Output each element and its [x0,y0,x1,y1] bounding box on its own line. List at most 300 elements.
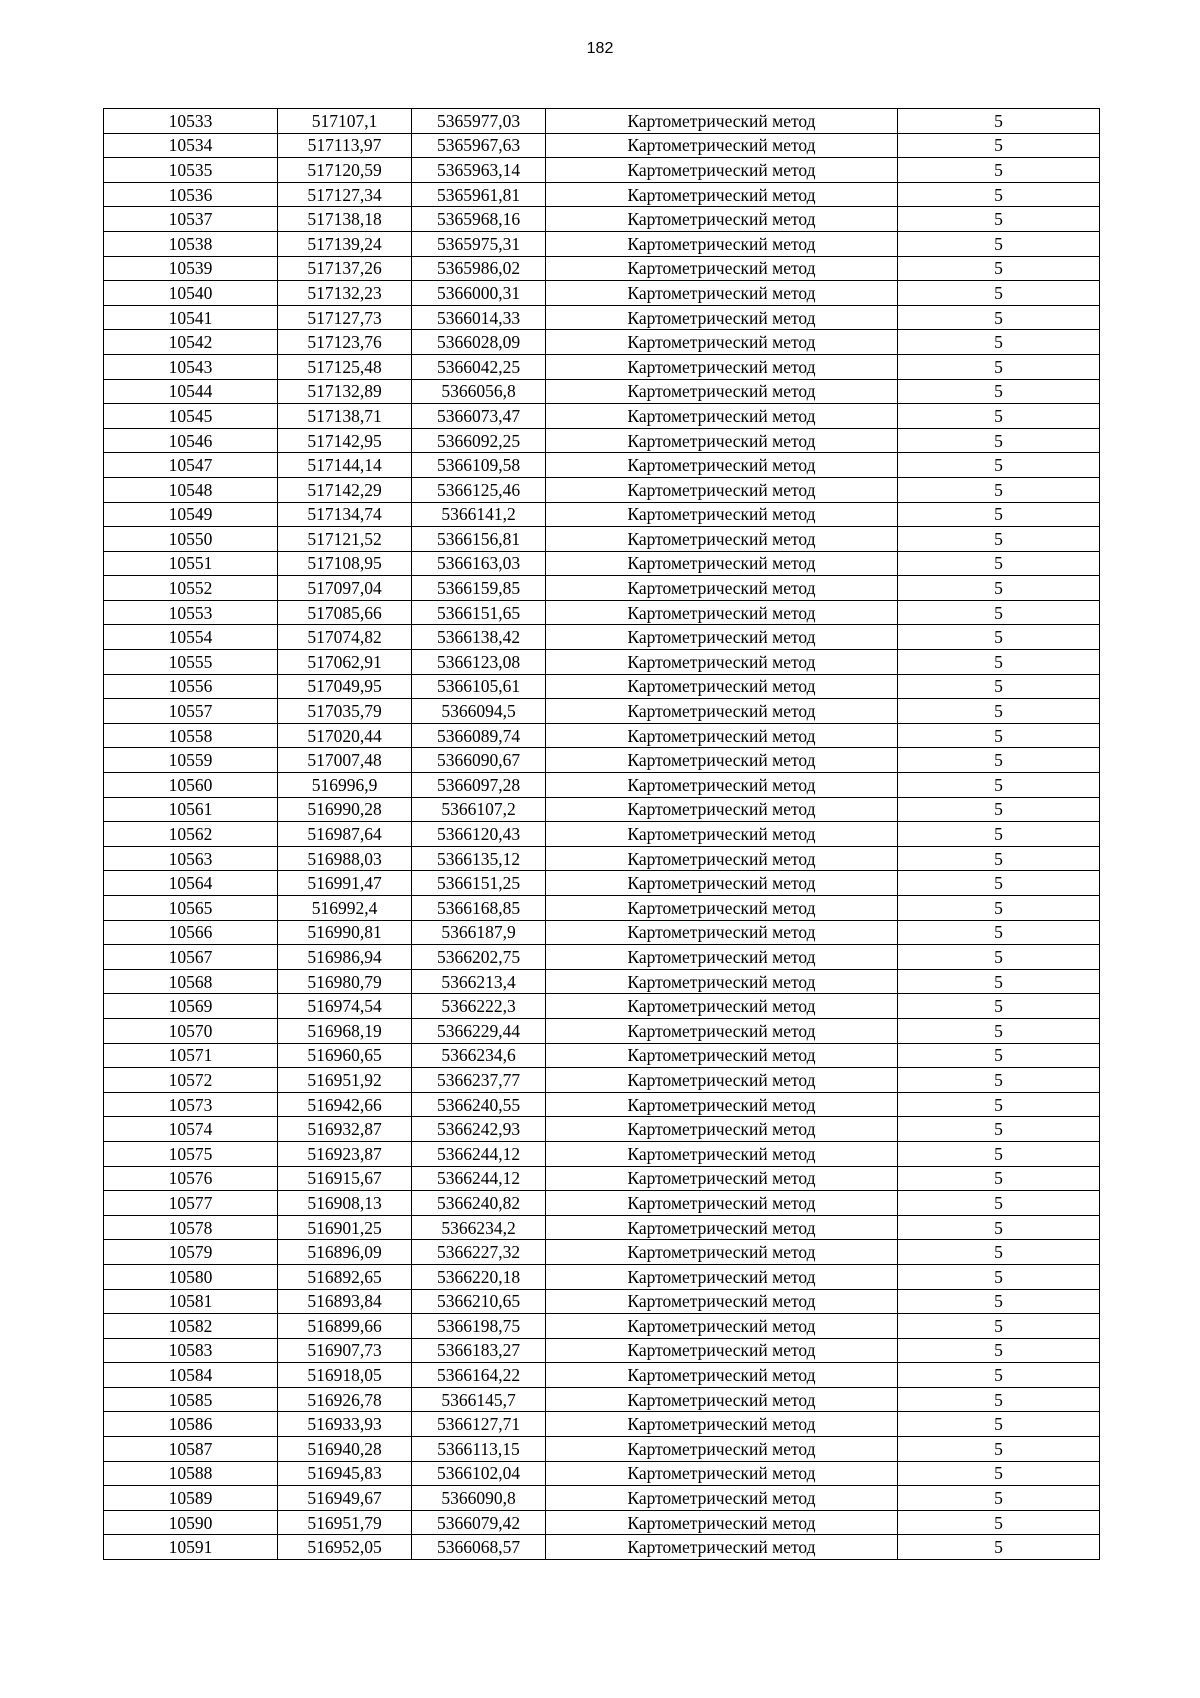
method-cell: Картометрический метод [546,527,898,552]
table-row [104,109,1100,134]
x-coordinate-cell: 517127,34 [278,182,412,207]
table-row [104,674,1100,699]
y-coordinate-cell: 5366234,2 [412,1215,546,1240]
point-number-cell: 10559 [104,748,278,773]
x-coordinate-cell: 516892,65 [278,1264,412,1289]
method-cell: Картометрический метод [546,1412,898,1437]
y-coordinate-cell: 5366227,32 [412,1240,546,1265]
method-cell: Картометрический метод [546,1387,898,1412]
point-number-cell: 10540 [104,281,278,306]
y-coordinate-cell: 5366102,04 [412,1461,546,1486]
table-row [104,428,1100,453]
method-cell: Картометрический метод [546,625,898,650]
x-coordinate-cell: 517142,29 [278,477,412,502]
accuracy-cell: 5 [898,1510,1100,1535]
point-number-cell: 10573 [104,1092,278,1117]
point-number-cell: 10536 [104,182,278,207]
accuracy-cell: 5 [898,207,1100,232]
point-number-cell: 10576 [104,1166,278,1191]
accuracy-cell: 5 [898,1117,1100,1142]
y-coordinate-cell: 5365977,03 [412,109,546,134]
method-cell: Картометрический метод [546,920,898,945]
x-coordinate-cell: 516899,66 [278,1314,412,1339]
y-coordinate-cell: 5366159,85 [412,576,546,601]
point-number-cell: 10562 [104,822,278,847]
accuracy-cell: 5 [898,1191,1100,1216]
table-row [104,797,1100,822]
point-number-cell: 10584 [104,1363,278,1388]
point-number-cell: 10586 [104,1412,278,1437]
accuracy-cell: 5 [898,256,1100,281]
x-coordinate-cell: 516932,87 [278,1117,412,1142]
y-coordinate-cell: 5366242,93 [412,1117,546,1142]
accuracy-cell: 5 [898,527,1100,552]
method-cell: Картометрический метод [546,1338,898,1363]
y-coordinate-cell: 5366244,12 [412,1141,546,1166]
table-row [104,1412,1100,1437]
x-coordinate-cell: 517138,18 [278,207,412,232]
y-coordinate-cell: 5366079,42 [412,1510,546,1535]
y-coordinate-cell: 5366042,25 [412,354,546,379]
x-coordinate-cell: 517049,95 [278,674,412,699]
method-cell: Картометрический метод [546,1535,898,1560]
y-coordinate-cell: 5366145,7 [412,1387,546,1412]
y-coordinate-cell: 5366000,31 [412,281,546,306]
point-number-cell: 10581 [104,1289,278,1314]
x-coordinate-cell: 517107,1 [278,109,412,134]
point-number-cell: 10564 [104,871,278,896]
x-coordinate-cell: 517020,44 [278,723,412,748]
point-number-cell: 10578 [104,1215,278,1240]
method-cell: Картометрический метод [546,748,898,773]
table-row [104,1092,1100,1117]
method-cell: Картометрический метод [546,945,898,970]
point-number-cell: 10561 [104,797,278,822]
accuracy-cell: 5 [898,896,1100,921]
x-coordinate-cell: 516968,19 [278,1018,412,1043]
x-coordinate-cell: 516991,47 [278,871,412,896]
y-coordinate-cell: 5366229,44 [412,1018,546,1043]
x-coordinate-cell: 517007,48 [278,748,412,773]
table-row [104,650,1100,675]
coordinates-table [103,108,1100,1560]
x-coordinate-cell: 517108,95 [278,551,412,576]
x-coordinate-cell: 517125,48 [278,354,412,379]
point-number-cell: 10580 [104,1264,278,1289]
table-row [104,773,1100,798]
method-cell: Картометрический метод [546,1437,898,1462]
accuracy-cell: 5 [898,1092,1100,1117]
point-number-cell: 10539 [104,256,278,281]
method-cell: Картометрический метод [546,1141,898,1166]
y-coordinate-cell: 5366213,4 [412,969,546,994]
point-number-cell: 10583 [104,1338,278,1363]
point-number-cell: 10588 [104,1461,278,1486]
y-coordinate-cell: 5366222,3 [412,994,546,1019]
accuracy-cell: 5 [898,994,1100,1019]
point-number-cell: 10542 [104,330,278,355]
method-cell: Картометрический метод [546,773,898,798]
method-cell: Картометрический метод [546,1461,898,1486]
accuracy-cell: 5 [898,231,1100,256]
x-coordinate-cell: 516952,05 [278,1535,412,1560]
y-coordinate-cell: 5366151,25 [412,871,546,896]
method-cell: Картометрический метод [546,1166,898,1191]
table-row [104,1068,1100,1093]
method-cell: Картометрический метод [546,600,898,625]
table-row [104,1166,1100,1191]
method-cell: Картометрический метод [546,1240,898,1265]
y-coordinate-cell: 5366109,58 [412,453,546,478]
y-coordinate-cell: 5365967,63 [412,133,546,158]
y-coordinate-cell: 5365986,02 [412,256,546,281]
table-row [104,231,1100,256]
point-number-cell: 10575 [104,1141,278,1166]
x-coordinate-cell: 517134,74 [278,502,412,527]
accuracy-cell: 5 [898,330,1100,355]
x-coordinate-cell: 516908,13 [278,1191,412,1216]
accuracy-cell: 5 [898,133,1100,158]
accuracy-cell: 5 [898,404,1100,429]
y-coordinate-cell: 5366107,2 [412,797,546,822]
method-cell: Картометрический метод [546,1092,898,1117]
method-cell: Картометрический метод [546,994,898,1019]
y-coordinate-cell: 5366068,57 [412,1535,546,1560]
x-coordinate-cell: 516915,67 [278,1166,412,1191]
accuracy-cell: 5 [898,1068,1100,1093]
method-cell: Картометрический метод [546,1068,898,1093]
point-number-cell: 10535 [104,158,278,183]
point-number-cell: 10537 [104,207,278,232]
point-number-cell: 10546 [104,428,278,453]
point-number-cell: 10548 [104,477,278,502]
y-coordinate-cell: 5366151,65 [412,600,546,625]
x-coordinate-cell: 517132,89 [278,379,412,404]
x-coordinate-cell: 516945,83 [278,1461,412,1486]
y-coordinate-cell: 5366237,77 [412,1068,546,1093]
accuracy-cell: 5 [898,1240,1100,1265]
accuracy-cell: 5 [898,281,1100,306]
method-cell: Картометрический метод [546,207,898,232]
method-cell: Картометрический метод [546,551,898,576]
x-coordinate-cell: 516926,78 [278,1387,412,1412]
table-row [104,600,1100,625]
table-row [104,305,1100,330]
y-coordinate-cell: 5366141,2 [412,502,546,527]
table-row [104,625,1100,650]
accuracy-cell: 5 [898,1043,1100,1068]
x-coordinate-cell: 517074,82 [278,625,412,650]
x-coordinate-cell: 516893,84 [278,1289,412,1314]
method-cell: Картометрический метод [546,896,898,921]
table-row [104,477,1100,502]
point-number-cell: 10572 [104,1068,278,1093]
point-number-cell: 10533 [104,109,278,134]
point-number-cell: 10577 [104,1191,278,1216]
y-coordinate-cell: 5366164,22 [412,1363,546,1388]
table-row [104,1363,1100,1388]
x-coordinate-cell: 517097,04 [278,576,412,601]
table-row [104,354,1100,379]
point-number-cell: 10590 [104,1510,278,1535]
y-coordinate-cell: 5366120,43 [412,822,546,847]
x-coordinate-cell: 516933,93 [278,1412,412,1437]
method-cell: Картометрический метод [546,846,898,871]
table-row [104,527,1100,552]
point-number-cell: 10553 [104,600,278,625]
accuracy-cell: 5 [898,1141,1100,1166]
x-coordinate-cell: 516986,94 [278,945,412,970]
method-cell: Картометрический метод [546,699,898,724]
x-coordinate-cell: 516990,81 [278,920,412,945]
point-number-cell: 10555 [104,650,278,675]
accuracy-cell: 5 [898,1289,1100,1314]
method-cell: Картометрический метод [546,1018,898,1043]
point-number-cell: 10558 [104,723,278,748]
table-row [104,994,1100,1019]
point-number-cell: 10591 [104,1535,278,1560]
table-row [104,1314,1100,1339]
x-coordinate-cell: 516918,05 [278,1363,412,1388]
accuracy-cell: 5 [898,1018,1100,1043]
x-coordinate-cell: 516974,54 [278,994,412,1019]
x-coordinate-cell: 516990,28 [278,797,412,822]
x-coordinate-cell: 516951,92 [278,1068,412,1093]
accuracy-cell: 5 [898,871,1100,896]
table-row [104,207,1100,232]
accuracy-cell: 5 [898,1338,1100,1363]
y-coordinate-cell: 5366135,12 [412,846,546,871]
method-cell: Картометрический метод [546,231,898,256]
accuracy-cell: 5 [898,600,1100,625]
y-coordinate-cell: 5366113,15 [412,1437,546,1462]
y-coordinate-cell: 5366127,71 [412,1412,546,1437]
x-coordinate-cell: 517144,14 [278,453,412,478]
y-coordinate-cell: 5366090,8 [412,1486,546,1511]
y-coordinate-cell: 5366168,85 [412,896,546,921]
table-row [104,256,1100,281]
accuracy-cell: 5 [898,1387,1100,1412]
point-number-cell: 10585 [104,1387,278,1412]
table-row [104,1289,1100,1314]
table-row [104,699,1100,724]
y-coordinate-cell: 5366198,75 [412,1314,546,1339]
method-cell: Картометрический метод [546,1117,898,1142]
table-row [104,920,1100,945]
accuracy-cell: 5 [898,576,1100,601]
table-row [104,158,1100,183]
table-row [104,871,1100,896]
y-coordinate-cell: 5366090,67 [412,748,546,773]
y-coordinate-cell: 5365968,16 [412,207,546,232]
table-row [104,502,1100,527]
x-coordinate-cell: 517142,95 [278,428,412,453]
accuracy-cell: 5 [898,748,1100,773]
table-row [104,1338,1100,1363]
accuracy-cell: 5 [898,158,1100,183]
accuracy-cell: 5 [898,1535,1100,1560]
method-cell: Картометрический метод [546,797,898,822]
y-coordinate-cell: 5366097,28 [412,773,546,798]
method-cell: Картометрический метод [546,109,898,134]
method-cell: Картометрический метод [546,1043,898,1068]
x-coordinate-cell: 517120,59 [278,158,412,183]
accuracy-cell: 5 [898,354,1100,379]
accuracy-cell: 5 [898,699,1100,724]
point-number-cell: 10567 [104,945,278,970]
x-coordinate-cell: 516901,25 [278,1215,412,1240]
x-coordinate-cell: 517085,66 [278,600,412,625]
accuracy-cell: 5 [898,428,1100,453]
x-coordinate-cell: 516951,79 [278,1510,412,1535]
method-cell: Картометрический метод [546,1289,898,1314]
y-coordinate-cell: 5366244,12 [412,1166,546,1191]
accuracy-cell: 5 [898,945,1100,970]
accuracy-cell: 5 [898,379,1100,404]
table-row [104,896,1100,921]
table-row [104,453,1100,478]
x-coordinate-cell: 517132,23 [278,281,412,306]
method-cell: Картометрический метод [546,133,898,158]
table-row [104,1215,1100,1240]
method-cell: Картометрический метод [546,1486,898,1511]
y-coordinate-cell: 5366202,75 [412,945,546,970]
accuracy-cell: 5 [898,1486,1100,1511]
table-row [104,330,1100,355]
y-coordinate-cell: 5366210,65 [412,1289,546,1314]
accuracy-cell: 5 [898,969,1100,994]
accuracy-cell: 5 [898,822,1100,847]
table-row [104,846,1100,871]
y-coordinate-cell: 5366138,42 [412,625,546,650]
table-row [104,1191,1100,1216]
y-coordinate-cell: 5366183,27 [412,1338,546,1363]
accuracy-cell: 5 [898,477,1100,502]
table-row [104,379,1100,404]
x-coordinate-cell: 517035,79 [278,699,412,724]
y-coordinate-cell: 5366234,6 [412,1043,546,1068]
accuracy-cell: 5 [898,1437,1100,1462]
x-coordinate-cell: 517062,91 [278,650,412,675]
table-row [104,281,1100,306]
table-row [104,1510,1100,1535]
point-number-cell: 10538 [104,231,278,256]
y-coordinate-cell: 5366240,55 [412,1092,546,1117]
accuracy-cell: 5 [898,1264,1100,1289]
table-row [104,969,1100,994]
point-number-cell: 10582 [104,1314,278,1339]
accuracy-cell: 5 [898,920,1100,945]
point-number-cell: 10545 [104,404,278,429]
accuracy-cell: 5 [898,305,1100,330]
x-coordinate-cell: 517139,24 [278,231,412,256]
method-cell: Картометрический метод [546,674,898,699]
point-number-cell: 10571 [104,1043,278,1068]
point-number-cell: 10541 [104,305,278,330]
point-number-cell: 10551 [104,551,278,576]
point-number-cell: 10565 [104,896,278,921]
y-coordinate-cell: 5366240,82 [412,1191,546,1216]
accuracy-cell: 5 [898,797,1100,822]
x-coordinate-cell: 516907,73 [278,1338,412,1363]
x-coordinate-cell: 516996,9 [278,773,412,798]
y-coordinate-cell: 5366123,08 [412,650,546,675]
x-coordinate-cell: 517123,76 [278,330,412,355]
method-cell: Картометрический метод [546,379,898,404]
table-row [104,1117,1100,1142]
point-number-cell: 10560 [104,773,278,798]
point-number-cell: 10534 [104,133,278,158]
method-cell: Картометрический метод [546,871,898,896]
point-number-cell: 10589 [104,1486,278,1511]
y-coordinate-cell: 5366163,03 [412,551,546,576]
y-coordinate-cell: 5366220,18 [412,1264,546,1289]
method-cell: Картометрический метод [546,354,898,379]
method-cell: Картометрический метод [546,281,898,306]
point-number-cell: 10574 [104,1117,278,1142]
table-row [104,1264,1100,1289]
point-number-cell: 10579 [104,1240,278,1265]
x-coordinate-cell: 516987,64 [278,822,412,847]
y-coordinate-cell: 5365961,81 [412,182,546,207]
x-coordinate-cell: 516960,65 [278,1043,412,1068]
method-cell: Картометрический метод [546,305,898,330]
point-number-cell: 10544 [104,379,278,404]
y-coordinate-cell: 5366089,74 [412,723,546,748]
y-coordinate-cell: 5366094,5 [412,699,546,724]
table-row [104,1437,1100,1462]
y-coordinate-cell: 5366092,25 [412,428,546,453]
accuracy-cell: 5 [898,1461,1100,1486]
table-row [104,723,1100,748]
method-cell: Картометрический метод [546,1264,898,1289]
point-number-cell: 10557 [104,699,278,724]
y-coordinate-cell: 5366073,47 [412,404,546,429]
accuracy-cell: 5 [898,109,1100,134]
accuracy-cell: 5 [898,674,1100,699]
method-cell: Картометрический метод [546,1191,898,1216]
y-coordinate-cell: 5366014,33 [412,305,546,330]
method-cell: Картометрический метод [546,453,898,478]
y-coordinate-cell: 5366105,61 [412,674,546,699]
table-row [104,133,1100,158]
table-row [104,748,1100,773]
table-row [104,1141,1100,1166]
accuracy-cell: 5 [898,1363,1100,1388]
x-coordinate-cell: 517113,97 [278,133,412,158]
method-cell: Картометрический метод [546,330,898,355]
point-number-cell: 10563 [104,846,278,871]
point-number-cell: 10568 [104,969,278,994]
y-coordinate-cell: 5365963,14 [412,158,546,183]
table-row [104,1461,1100,1486]
x-coordinate-cell: 516896,09 [278,1240,412,1265]
accuracy-cell: 5 [898,846,1100,871]
x-coordinate-cell: 516942,66 [278,1092,412,1117]
x-coordinate-cell: 516923,87 [278,1141,412,1166]
point-number-cell: 10549 [104,502,278,527]
x-coordinate-cell: 516940,28 [278,1437,412,1462]
table-row [104,1387,1100,1412]
method-cell: Картометрический метод [546,822,898,847]
table-row [104,1018,1100,1043]
point-number-cell: 10550 [104,527,278,552]
point-number-cell: 10547 [104,453,278,478]
x-coordinate-cell: 517121,52 [278,527,412,552]
point-number-cell: 10554 [104,625,278,650]
table-row [104,182,1100,207]
table-row [104,822,1100,847]
